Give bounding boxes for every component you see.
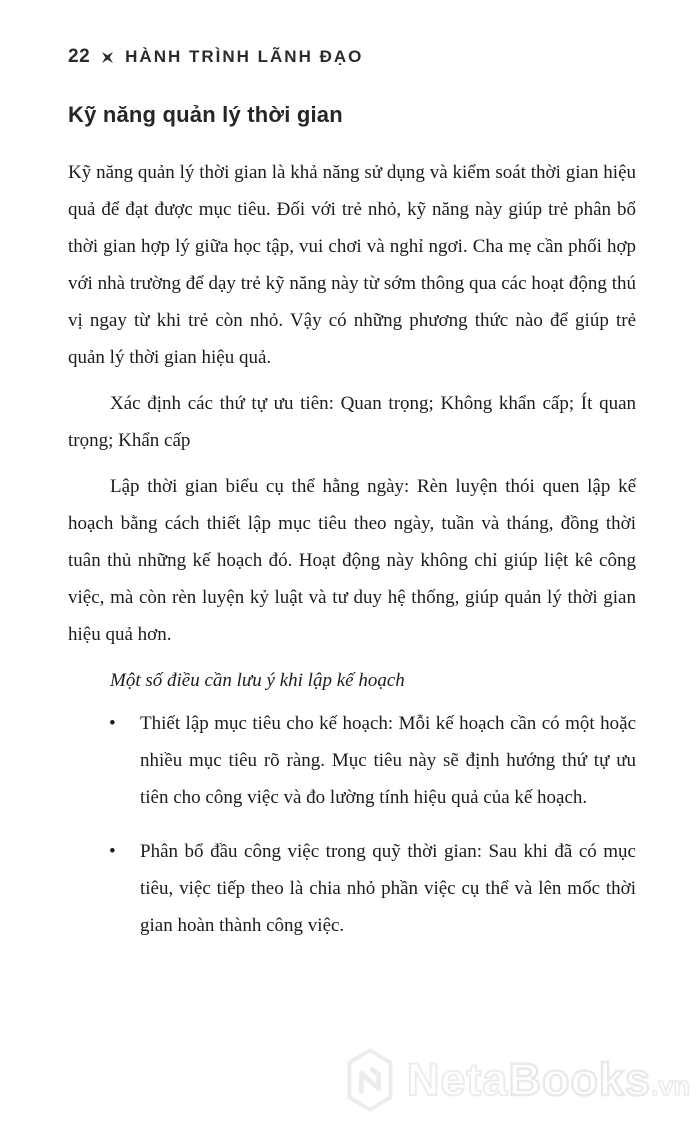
watermark-brand-part1: Neta [406, 1054, 509, 1105]
watermark-brand-part2: Books [508, 1054, 651, 1105]
page-number: 22 [68, 46, 91, 67]
running-title: HÀNH TRÌNH LÃNH ĐẠO [125, 47, 364, 66]
four-point-star-icon [102, 52, 113, 63]
bullet-dot-icon: • [109, 841, 116, 862]
list-item [109, 705, 636, 816]
section-title: Kỹ năng quản lý thời gian [68, 102, 343, 127]
paragraph: Lập thời gian biểu cụ thể hằng ngày: Rèn luyện thói quen lập kế hoạch bằng cách thiết lập mục tiêu theo ngày, tuần và tháng, đồng thời tuân thủ những kế hoạch đó. Hoạt động này không chỉ giúp liệt kê công việc, mà còn rèn luyện kỷ luật và tư duy hệ thống, giúp quản lý thời gian hiệu quả hơn. [68, 476, 636, 645]
paragraph: Kỹ năng quản lý thời gian là khả năng sử dụng và kiểm soát thời gian hiệu quả để đạt được mục tiêu. Đối với trẻ nhỏ, kỹ năng này giúp trẻ phân bổ thời gian hợp lý giữa học tập, vui chơi và nghỉ ngơi. Cha mẹ cần phối hợp với nhà trường để dạy trẻ kỹ năng này từ sớm thông qua các hoạt động thú vị ngay từ khi trẻ còn nhỏ. Vậy có những phương thức nào để giúp trẻ quản lý thời gian hiệu quả. [68, 162, 636, 368]
watermark-text [407, 1054, 690, 1106]
watermark-tld: .vn [650, 1071, 690, 1101]
list-item-text: Phân bổ đầu công việc trong quỹ thời gian: Sau khi đã có mục tiêu, việc tiếp theo là chia nhỏ phần việc cụ thể và lên mốc thời gian hoàn thành công việc. [140, 841, 636, 936]
list-item-text: Thiết lập mục tiêu cho kế hoạch: Mỗi kế hoạch cần có một hoặc nhiều mục tiêu rõ ràng. Mục tiêu này sẽ định hướng thứ tự ưu tiên cho công việc và đo lường tính hiệu quả của kế hoạch. [140, 713, 636, 808]
running-header [68, 46, 636, 68]
bullet-list [68, 705, 636, 944]
netabooks-hexagon-logo-icon [346, 1047, 394, 1113]
note-italic: Một số điều cần lưu ý khi lập kế hoạch [110, 670, 405, 691]
bullet-dot-icon: • [109, 713, 116, 734]
netabooks-watermark [346, 1047, 690, 1113]
paragraph: Xác định các thứ tự ưu tiên: Quan trọng; Không khẩn cấp; Ít quan trọng; Khẩn cấp [68, 393, 636, 451]
list-item [109, 833, 636, 944]
